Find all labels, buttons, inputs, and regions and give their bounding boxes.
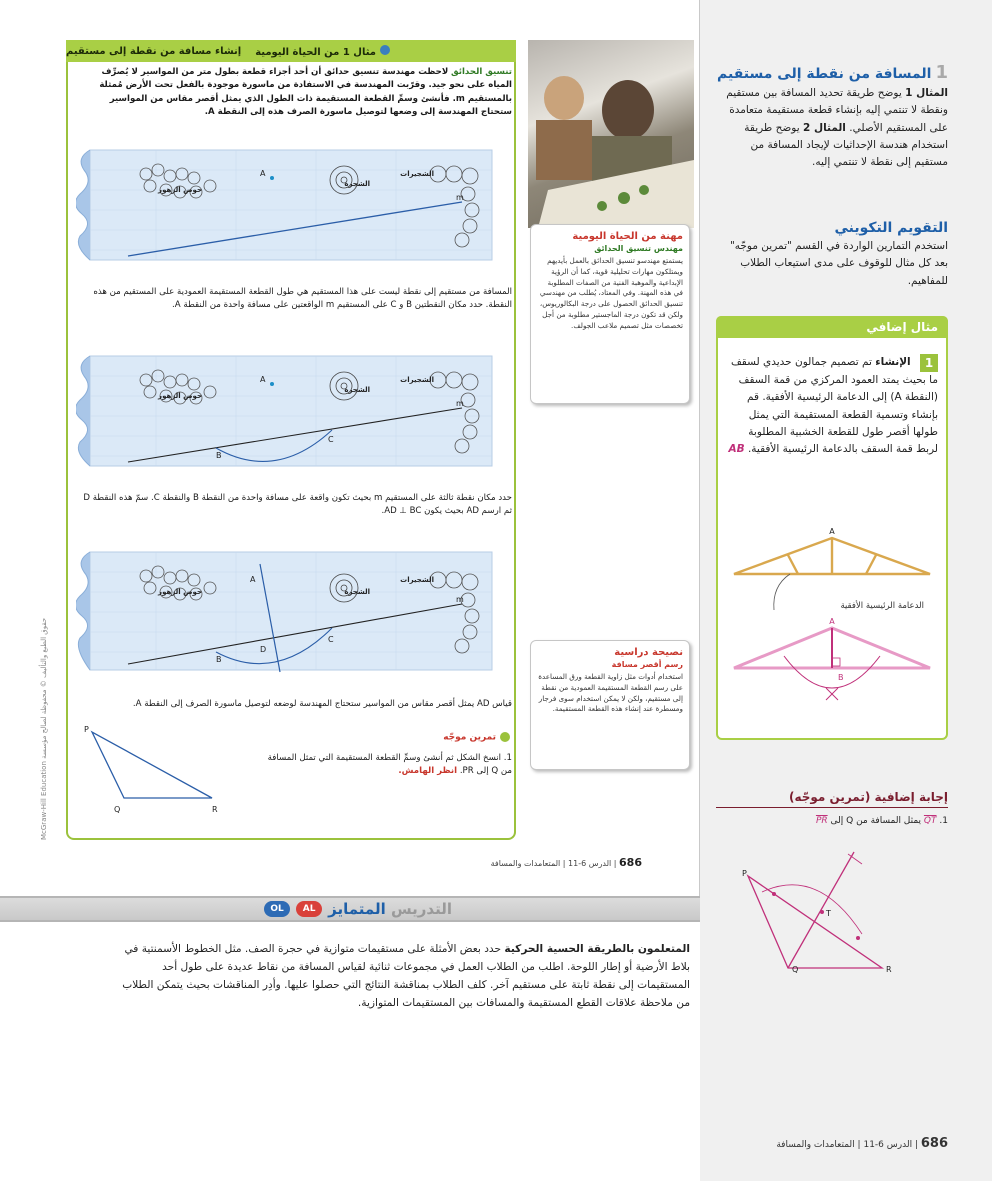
truss-bottom-label-a: A — [829, 617, 835, 626]
additional-answer-body: يمثل المسافة من Q إلى — [830, 816, 922, 826]
section1-heading — [716, 62, 948, 83]
differentiated-instruction-band — [0, 896, 700, 922]
example-header-label-text: مثال 1 من الحياة اليومية — [255, 46, 376, 58]
study-tip-box — [530, 640, 690, 770]
example-problem-text: لاحظت مهندسة تنسيق حدائق أن أحد أجزاء قطعة بطول متر من المواسير لا يُصرِّف المياه على نحو جيد. وقرّبت المهندسة في الاستفادة من ماسورة موجودة بالفعل تحت الأرض مُمثلة بالمستقيم m. فأنشئ وسمِّ القطعة المستقيمة ذات الطول الذي يمثل أقصر مقاس من المواسير ستحتاج المهندسة إلى وضعها لتوصيل ماسورة الصرف هذه إلى النقطة A. — [99, 67, 512, 117]
teacher-page-footer: 686 | الدرس 6-11 | المتعامدات والمسافة — [776, 1136, 948, 1151]
study-tip-body: استخدام أدوات مثل زاوية القطعة ورق المساعدة على رسم القطعة المستقيمة العمودية من نقطة إلى مستقيم، ولكن لا يمكن استخدام سوى فرجار ومسطرة عند إنشاء هذه القطعة المستقيمة. — [538, 672, 683, 714]
student-page-footer: 686 | الدرس 6-11 | المتعامدات والمسافة — [490, 856, 642, 869]
differentiated-title-main: المتمايز — [328, 900, 386, 918]
flower-bed-label-3: حوض الزهور — [158, 588, 202, 596]
point-a-label-2: A — [260, 375, 266, 384]
additional-answer — [716, 790, 948, 826]
point-a-dot — [270, 176, 274, 180]
shrubs-label: الشجيرات — [400, 170, 434, 178]
extra-example-answer: AB — [728, 443, 745, 456]
line-m-label: m — [456, 193, 464, 202]
answer-fig-label-q: Q — [792, 965, 799, 974]
differentiated-text — [108, 940, 690, 1012]
extra-example-text: تم تصميم جمالون حديدي لسقف ما بحيث يمتد العمود المركزي من قمة السقف (النقطة A) إلى الدعامة الرئيسية الأفقية. قم بإنشاء وتسمية القطعة المستقيمة التي يمثل طولها أقصر طول للقطعة الخشبية المطلوبة لربط قمة السقف بالدعامة الرئيسية الأفقية. — [730, 356, 938, 456]
formative-title: التقويم التكويني — [834, 220, 948, 236]
answer-fig-label-p: P — [742, 869, 747, 878]
point-b-label-3: B — [216, 655, 222, 664]
scroll-figure-2 — [76, 352, 496, 470]
career-box — [530, 224, 690, 404]
extra-example-body — [728, 354, 938, 459]
leaf-icon — [500, 732, 510, 742]
section1 — [716, 62, 948, 172]
tree-label: الشجرة — [344, 180, 370, 188]
level-badge-ol: OL — [264, 901, 290, 917]
example-header-title: إنشاء مسافة من نقطة إلى مستقيم — [66, 45, 242, 57]
answer-figure — [738, 846, 908, 976]
teacher-page-lesson: الدرس 6-11 — [863, 1140, 913, 1150]
point-a-dot-2 — [270, 382, 274, 386]
photo-illustration — [528, 40, 694, 228]
teacher-page-chapter: المتعامدات والمسافة — [776, 1140, 855, 1150]
scroll-svg-2 — [76, 352, 496, 470]
extra-example-lead: الإنشاء — [875, 356, 911, 368]
differentiated-lead: المتعلمون بالطريقة الحسية الحركية — [504, 943, 690, 955]
career-body: يستمتع مهندسو تنسيق الحدائق بالعمل بأيديهم ويمتلكون مهارات تحليلية قوية، كما أن الرؤية الإبداعية والموهبة الفنية من الصفات المطلوبة في هذه المهنة. وفي المعتاد، يُطلب من مهندسي تنسيق الحدائق الحصول على درجة البكالوريوس، ولكن قد تكون درجة الماجستير مطلوبة من أجل تخصصات مثل تصميم ملاعب الجولف. — [539, 256, 683, 330]
example-header-label — [255, 45, 390, 58]
example-step2: حدد مكان نقطة ثالثة على المستقيم m بحيث تكون واقعة على مسافة واحدة من النقطة B والنقطة C. سمّ هذه النقطة D ثم ارسم AD بحيث يكون AD ⊥ BC. — [83, 493, 512, 517]
point-c-label: C — [328, 435, 334, 444]
copyright-credit — [40, 570, 54, 840]
scroll-svg-1 — [76, 146, 496, 264]
point-a-label: A — [260, 169, 266, 178]
formative-assessment — [716, 220, 948, 290]
tree-label-3: الشجرة — [344, 588, 370, 596]
additional-answer-title: إجابة إضافية (تمرين موجّه) — [716, 790, 948, 808]
teacher-page-number: 686 — [920, 1136, 948, 1151]
shrubs-label-3: الشجيرات — [400, 576, 434, 584]
shrubs-label-2: الشجيرات — [400, 376, 434, 384]
flower-bed-label-2: حوض الزهور — [158, 392, 202, 400]
guided-hint: انظر الهامش. — [398, 766, 458, 777]
example-step1: المسافة من مستقيم إلى نقطة ليست على هذا المستقيم هي طول القطعة المستقيمة العمودية على المستقيم من هذه النقطة. حدد مكان النقطتين B و C على المستقيم m الواقعتين على مسافة واحدة من النقطة A. — [93, 287, 512, 311]
landscape-architects-photo — [528, 40, 694, 228]
student-page-chapter: المتعامدات والمسافة — [490, 859, 561, 868]
answer-fig-label-r: R — [886, 965, 892, 974]
extra-example-header: مثال إضافي — [716, 316, 948, 338]
differentiated-title-prefix: التدريس — [390, 900, 452, 918]
triangle-label-r: R — [212, 805, 218, 814]
section1-title: المسافة من نقطة إلى مستقيم — [717, 66, 932, 82]
section1-example1: المثال 1 — [905, 87, 948, 99]
truss-bottom-label-b: B — [838, 673, 844, 682]
scroll-figure-1 — [76, 146, 496, 264]
example-term: تنسيق الحدائق — [451, 67, 512, 77]
truss-figures — [728, 524, 938, 714]
scroll-figure-3 — [76, 548, 496, 674]
triangle-label-q: Q — [114, 805, 121, 814]
section1-example2: المثال 2 — [803, 121, 846, 134]
student-page-number: 686 — [619, 856, 642, 869]
additional-answer-text — [716, 816, 948, 826]
additional-answer-number: 1. — [939, 816, 948, 826]
differentiated-title — [328, 900, 452, 918]
guided-practice-label-text: تمرين موجّه — [443, 732, 496, 743]
guided-practice-label — [380, 732, 510, 748]
point-b-label: B — [216, 451, 222, 460]
additional-answer-line: PR — [815, 816, 828, 826]
student-page-lesson: الدرس 6-11 — [568, 859, 612, 868]
answer-fig-label-t: T — [826, 909, 831, 918]
additional-answer-segment: QT — [923, 816, 937, 826]
triangle-label-p: P — [84, 725, 89, 734]
scroll-svg-3 — [76, 548, 496, 674]
differentiated-body: حدد بعض الأمثلة على مستقيمات متوازية في حجرة الصف. مثل الخطوط الأسمنتية في بلاط الأرضية أو إطار اللوحة. اطلب من الطلاب العمل في مجموعات ثنائية لقياس المسافة من نقاط عديدة على طول أحد المستقيمات إلى نقطة ثابتة على مستقيم آخر. كلف الطلاب بمناقشة النتائج التي حصلوا عليها. وأدِر المناقشات بحيث يتمكن الطلاب من ملاحظة علاقات القطع المستقيمة والمسافات بين المستقيمات المتوازية. — [122, 943, 690, 1009]
globe-icon — [380, 45, 390, 55]
career-title: مهنة من الحياة اليومية — [572, 231, 683, 242]
study-tip-subtitle: رسم أقصر مسافة — [611, 660, 683, 669]
line-m-label-2: m — [456, 399, 464, 408]
guided-exercise — [266, 752, 512, 788]
truss-beam-label: الدعامة الرئيسية الأفقية — [840, 601, 924, 611]
point-c-label-3: C — [328, 635, 334, 644]
section1-text-b: يوضح طريقة استخدام هندسة الإحداثيات لإيجاد المسافة من مستقيم إلى نقطة لا تنتمي إليه. — [744, 121, 948, 169]
guided-exercise-text: 1. انسخ الشكل ثم أنشئ وسمِّ القطعة المستقيمة التي تمثل المسافة من Q إلى PR. — [267, 753, 512, 777]
example-step3: قياس AD يمثل أقصر مقاس من المواسير ستحتاج المهندسة لوضعه لتوصيل ماسورة الصرف إلى النقطة A. — [132, 699, 512, 709]
study-tip-title: نصيحة دراسية — [614, 647, 683, 658]
point-a-label-3: A — [250, 575, 256, 584]
example-header — [66, 40, 516, 62]
point-d-label: D — [260, 645, 267, 654]
career-subtitle: مهندس تنسيق الحدائق — [594, 244, 683, 253]
formative-text: استخدم التمارين الواردة في القسم "تمرين موجّه" بعد كل مثال للوقوف على مدى استيعاب الطلاب للمفاهيم. — [729, 240, 948, 287]
flower-bed-label: حوض الزهور — [158, 186, 202, 194]
section1-body — [716, 85, 948, 172]
extra-example-number: 1 — [920, 354, 938, 372]
section1-text-a: يوضح طريقة تحديد المسافة بين مستقيم ونقطة لا تنتمي إليه بإنشاء قطعة مستقيمة متعامدة على المستقيم الأصلي. — [726, 87, 948, 134]
tree-label-2: الشجرة — [344, 386, 370, 394]
copyright-credit-text: McGraw-Hill Education حقوق الطبع والتأليف © محفوظة لصالح مؤسسة — [40, 617, 48, 840]
line-m-label-3: m — [456, 595, 464, 604]
triangle-pqr — [76, 722, 236, 822]
example-problem — [76, 66, 512, 138]
level-badge-al: AL — [296, 901, 322, 917]
truss-top-label-a: A — [829, 527, 835, 536]
extra-example — [728, 354, 938, 459]
section1-number: 1 — [935, 62, 948, 83]
